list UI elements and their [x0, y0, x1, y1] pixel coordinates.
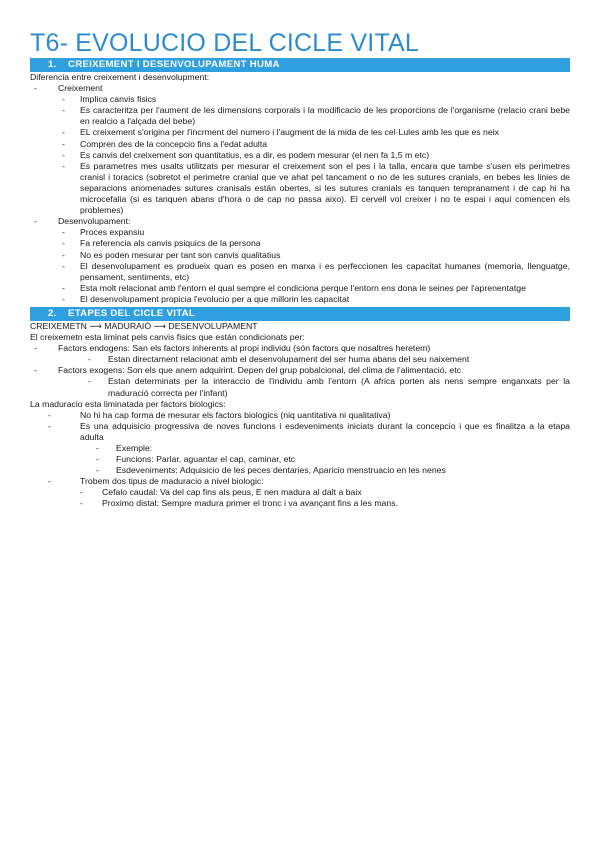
list-item — [30, 465, 570, 476]
list-item — [30, 294, 570, 305]
list-marker: - — [62, 149, 65, 160]
maduracio-item: Es una adquisicio progressiva de noves funcions i esdeveniments iniciats durant la concepcio i que es finalitza a la etapa adulta — [80, 420, 570, 442]
list-marker: - — [62, 160, 65, 171]
list-item — [30, 498, 570, 509]
list-marker: - — [96, 465, 99, 476]
factor-detail: Estan directament relacionat amb el desenvolupament del ser huma abans del seu naixement — [108, 354, 470, 365]
creixement-heading — [30, 83, 570, 94]
list-item — [30, 487, 570, 498]
list-item — [30, 161, 570, 216]
list-marker: - — [96, 443, 99, 453]
list-item — [30, 127, 570, 138]
list-marker: - — [80, 498, 83, 509]
desenvolupament-item: Fa referencia als canvis psiquics de la persona — [80, 238, 261, 249]
creixement-item: EL creixement s'origina per l'incrment del numero i l'augment de la mida de les cel·Lules amb les que es neix — [80, 127, 499, 138]
list-item — [30, 421, 570, 443]
desenvolupament-item: No es poden mesurar per tant son canvis qualitatius — [80, 249, 281, 260]
list-item — [30, 454, 570, 465]
desenvolupament-item: Esta molt relacionat amb l'entorn el qual sempre el condiciona perque l'entorn ens dona le seines per l'aprenentatge — [80, 282, 526, 293]
list-item — [30, 376, 570, 398]
creixement-item: Es caracteritza per l'aument de les dimensions corporals i la modificacio de les proporcions de l'organisme (relacio crani bebe en realcio a l'alçada del bebe) — [80, 105, 570, 127]
factor-label: Factors endogens: San els factors inherents al propi individu (són factors que nosaltres heretem) — [58, 343, 431, 354]
arrow-right-icon: ⟶ — [89, 320, 102, 331]
section-number-2: 2. — [48, 307, 57, 319]
list-item — [30, 94, 570, 105]
list-item — [30, 476, 570, 487]
flow-step: MADURAIÓ — [104, 320, 152, 331]
creixement-item: Es parametres mes usalts utilitzats per mesurar el creixement son el pes i la talla, encara que tambe s'usen els perimetres cranisl i toracics (sobretot el perimetre cranial que ve ahat pel tancament o no de les sutures cranials, en bebes les linies de separacions anomenades sutures cranisals están obertes, si les sutures cranials es tanquen tempranament i de cap hi ha microcefalia (si es tanquen abans d'hora o de cap no passa aixo). El cervell vol creixer i no te espai i aquí comencen els problemes) — [80, 160, 570, 216]
list-marker: - — [62, 227, 65, 238]
list-marker: - — [96, 454, 99, 465]
list-item — [30, 410, 570, 421]
list-marker: - — [62, 138, 65, 149]
list-marker: - — [62, 249, 65, 260]
list-item — [30, 150, 570, 161]
list-item — [30, 343, 570, 354]
list-marker: - — [62, 260, 65, 271]
creixement-item: Es canvis del creixement son quantitatius, es a dir, es podem mesurar (el nen fa 1,5 m etc) — [80, 149, 430, 160]
paragraph: La maduracio esta liminatada per factors biologics: — [30, 398, 226, 409]
list-item — [30, 250, 570, 261]
list-marker: - — [48, 409, 51, 420]
flow-line — [30, 321, 570, 332]
list-marker: - — [62, 293, 65, 304]
desenvolupament-item: Proces expansiu — [80, 227, 145, 238]
list-item — [30, 105, 570, 127]
list-item — [30, 354, 570, 365]
exemple-item: Esdeveniments: Adquisicio de les peces dentaries, Aparicio menstruacio en les nenes — [116, 465, 446, 476]
creixement-item: Compren des de la concepcio fins a l'edat adulta — [80, 138, 268, 149]
exemple-item: Funcions: Parlar, aguantar el cap, caminar, etc — [116, 454, 296, 465]
exemple-label: Exemple: — [116, 443, 153, 453]
list-marker: - — [62, 238, 65, 249]
creixement-label: Creixement — [58, 83, 103, 94]
section-heading-2 — [30, 307, 570, 321]
factor-detail: Estan determinats per la interaccio de l'individu amb l'entorn (A africa porten als nens sempre enganxats per la maduració correcta per l'infant) — [108, 376, 570, 398]
list-marker: - — [34, 83, 37, 94]
flow-step: CREIXEMETN — [30, 320, 87, 331]
list-marker: - — [62, 105, 65, 116]
desenvolupament-heading — [30, 216, 570, 227]
list-marker: - — [34, 216, 37, 227]
list-marker: - — [80, 487, 83, 498]
list-marker: - — [62, 282, 65, 293]
arrow-right-icon: ⟶ — [153, 320, 166, 331]
paragraph: El creixemetn esta liminat pels canvis fisics que están condicionats per: — [30, 332, 305, 343]
list-item — [30, 139, 570, 150]
list-marker: - — [34, 365, 37, 376]
list-item — [30, 238, 570, 249]
section-number-1: 1. — [48, 59, 57, 70]
list-marker: - — [34, 343, 37, 354]
list-item — [30, 443, 570, 454]
section-title-1: CREIXEMENT I DESENVOLUPAMENT HUMA — [68, 59, 280, 70]
list-marker: - — [88, 376, 91, 387]
maduracio-item: No hi ha cap forma de mesurar els factors biologics (niq uantitativa ni qualitativa) — [80, 409, 391, 420]
tipus-item: Cefalo caudal: Va del cap fins als peus, E nen madura al dalt a baix — [102, 487, 362, 498]
factor-label: Factors exogens: Son els que anem adquirint. Depen del grup pobalcional, del clima de l'alimentació, etc — [58, 365, 461, 376]
section1-intro: Diferencia entre creixement i desenvolupment: — [30, 72, 210, 82]
list-item — [30, 283, 570, 294]
list-marker: - — [62, 127, 65, 138]
page-title: T6- EVOLUCIO DEL CICLE VITAL — [30, 29, 420, 57]
creixement-item: Implica canvis fisics — [80, 94, 157, 105]
tipus-label: Trobem dos tipus de maduracio a nivel biologic: — [80, 476, 264, 487]
list-item — [30, 261, 570, 283]
flow-step: DESENVOLUPAMENT — [168, 320, 258, 331]
tipus-item: Proximo distal: Sempre madura primer el tronc i va avançant fins a les mans. — [102, 498, 398, 509]
list-item — [30, 227, 570, 238]
desenvolupament-label: Desenvolupament: — [58, 216, 131, 227]
section-title-2: ETAPES DEL CICLE VITAL — [68, 307, 196, 319]
desenvolupament-item: El desenvolupament es produeix quan es posen en marxa i es perfeccionen les capacitat humanes (memoria, llenguatge, pensament, sentiments, etc) — [80, 260, 570, 282]
list-marker: - — [62, 94, 65, 105]
list-marker: - — [48, 420, 51, 431]
list-marker: - — [88, 354, 91, 365]
list-item — [30, 365, 570, 376]
section-heading-1 — [30, 58, 570, 72]
desenvolupament-item: El desenvolupament propicia l'evolucio per a que millorin les capacitat — [80, 293, 350, 304]
list-marker: - — [48, 476, 51, 487]
